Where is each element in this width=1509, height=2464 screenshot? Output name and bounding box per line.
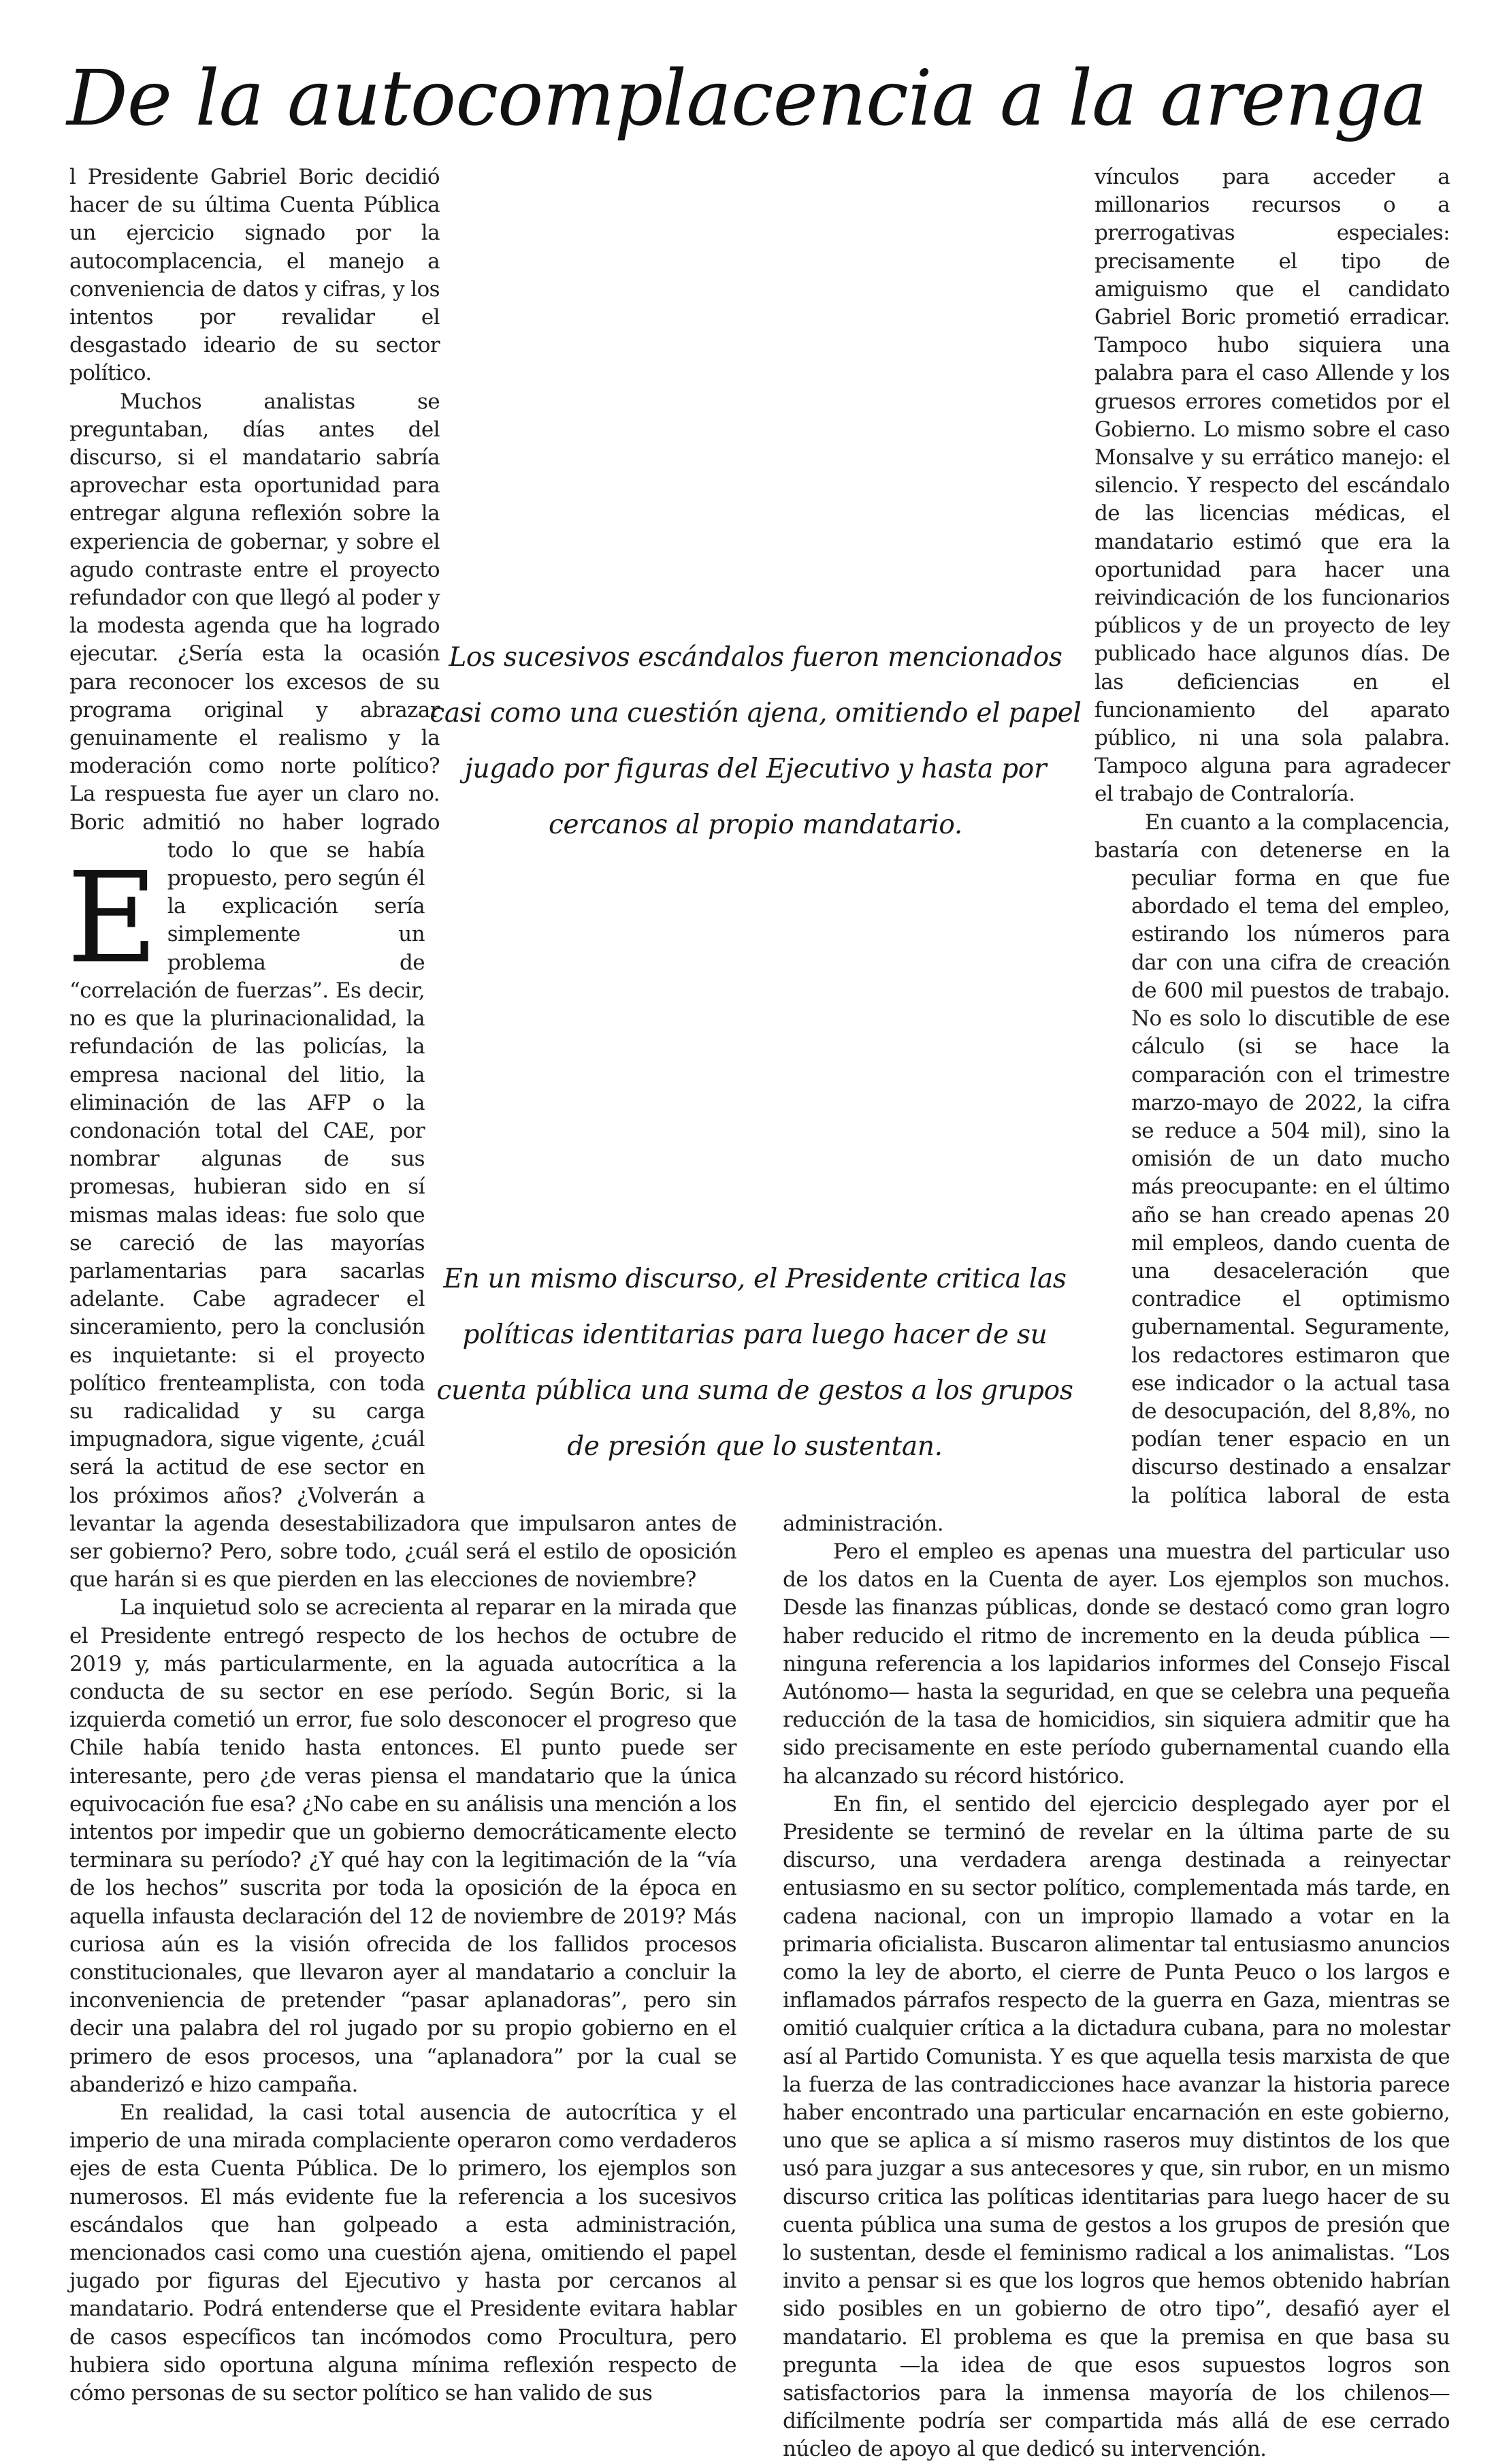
headline: De la autocomplacencia a la arenga <box>67 54 1427 143</box>
paragraph-4: En realidad, la casi total ausencia de autocrítica y el imperio de una mirada complaciente operaron como verdaderos ejes de esta Cuenta Pública. De lo primero, los ejemplos son numerosos. El más evidente fue la referencia a los sucesivos escándalos que han golpeado a esta administración, mencionados casi como una cuestión ajena, omitiendo el papel jugado por figuras del Ejecutivo y hasta por cercanos al mandatario. Podrá entenderse que el Presidente evitara hablar de casos específicos tan incómodos como Procultura, pero hubiera sido oportuna alguna mínima reflexión respecto de cómo personas de su sector político se han valido de sus <box>69 2100 736 2406</box>
paragraph-7: Pero el empleo es apenas una muestra del particular uso de los datos en la Cuenta de ayer. Los ejemplos son muchos. Desde las finanzas públicas, donde se destacó como gran logro haber reducido el ritmo de incremento en la deuda pública —ninguna referencia a los lapidarios informes del Consejo Fiscal Autónomo— hasta la seguridad, en que se celebra una pequeña reducción de la tasa de homicidios, sin siquiera admitir que ha sido precisamente en este período gubernamental cuando ella ha alcanzado su récord histórico. <box>783 1539 1450 1789</box>
pull-quote-2: En un mismo discurso, el Presidente critica las políticas identitarias para luego hacer de su cuenta pública una suma de gestos a los grupos de presión que lo sustentan. <box>436 1264 1073 1462</box>
paragraph-3: La inquietud solo se acrecienta al reparar en la mirada que el Presidente entregó respecto de los hechos de octubre de 2019 y, más particularmente, en la aguada autocrítica a la conducta de su sector en ese período. Según Boric, si la izquierda cometió un error, fue solo desconocer el progreso que Chile había tenido hasta entonces. El punto puede ser interesante, pero ¿de veras piensa el mandatario que la única equivocación fue esa? ¿No cabe en su análisis una mención a los intentos por impedir que un gobierno democráticamente electo terminara su período? ¿Y qué hay con la legitimación de la “vía de los hechos” suscrita por toda la oposición de la época en aquella infausta declaración del 12 de noviembre de 2019? Más curiosa aún es la visión ofrecida de los fallidos procesos constitucionales, que llevaron ayer al mandatario a concluir la inconveniencia de pretender “pasar aplanadoras”, pero sin decir una palabra del rol jugado por su propio gobierno en el primero de esos procesos, una “aplanadora” por la cual se abanderizó e hizo campaña. <box>69 1595 736 2097</box>
paragraph-8: En fin, el sentido del ejercicio desplegado ayer por el Presidente se terminó de revelar en la última parte de su discurso, una verdadera arenga destinada a reinyectar entusiasmo en su sector político, complementada más tarde, en cadena nacional, con un impropio llamado a votar en la primaria oficialista. Buscaron alimentar tal entusiasmo anuncios como la ley de aborto, el cierre de Punta Peuco o los largos e inflamados párrafos respecto de la guerra en Gaza, mientras se omitió cualquier crítica a la dictadura cubana, para no molestar así al Partido Comunista. Y es que aquella tesis marxista de que la fuerza de las contradicciones hace avanzar la historia parece haber encontrado una particular encarnación en este gobierno, uno que se aplica a sí mismo raseros muy distintos de los que usó para juzgar a sus antecesores y que, sin rubor, en un mismo discurso critica las políticas identitarias para luego hacer de su cuenta pública una suma de gestos a los grupos de presión que lo sustentan, desde el feminismo radical a los animalistas. “Los invito a pensar si es que los logros que hemos obtenido habrían sido posibles en un gobierno de otro tipo”, desafió ayer el mandatario. El problema es que la premisa en que basa su pregunta —la idea de que esos supuestos logros son satisfactorios para la inmensa mayoría de los chilenos— difícilmente podría ser compartida más allá de ese cerrado núcleo de apoyo al que dedicó su intervención. <box>783 1791 1450 2462</box>
drop-cap: E <box>67 846 158 991</box>
paragraph-1: E l Presidente Gabriel Boric decidió hacer de su última Cuenta Pública un ejercicio signado por la autocomplacencia, el manejo a conveniencia de datos y cifras, y los intentos por revalidar el desgastado ideario de su sector político. <box>67 165 440 991</box>
pull-quote-1: Los sucesivos escándalos fueron mencionados casi como una cuestión ajena, omitiendo el papel jugado por figuras del Ejecutivo y hasta por cercanos al propio mandatario. <box>429 642 1082 840</box>
paragraph-2: Muchos analistas se preguntaban, días antes del discurso, si el mandatario sabría aprovechar esta oportunidad para entregar alguna reflexión sobre la experiencia de gobernar, y sobre el agudo contraste entre el proyecto refundador con que llegó al poder y la modesta agenda que ha logrado ejecutar. ¿Sería esta la ocasión para reconocer los excesos de su programa original y abrazar genuinamente el realismo y la moderación como norte político? La respuesta fue ayer un claro no. Boric admitió no haber logrado todo lo que se había propuesto, pero según él la explicación sería simplemente un problema de “correlación de fuerzas”. Es decir, no es que la plurinacionalidad, la refundación de las policías, la empresa nacional del litio, la eliminación de las AFP o la condonación total del CAE, por nombrar algunas de sus promesas, hubieran sido en sí mismas malas ideas: fue solo que se careció de las mayorías parlamentarias para sacarlas adelante. Cabe agradecer el sinceramiento, pero la conclusión es inquietante: si el proyecto político frenteamplista, con toda su radicalidad y su carga impugnadora, sigue vigente, ¿cuál será la actitud de ese sector en los próximos años? ¿Volverán a levantar la agenda desestabilizadora que impulsaron antes de ser gobierno? Pero, sobre todo, ¿cuál será el estilo de oposición que harán si es que pierden en las elecciones de noviembre? <box>69 389 736 1593</box>
paragraph-5: vínculos para acceder a millonarios recursos o a prerrogativas especiales: precisamente el tipo de amiguismo que el candidato Gabriel Boric prometió erradicar. Tampoco hubo siquiera una palabra para el caso Allende y los gruesos errores cometidos por el Gobierno. Lo mismo sobre el caso Monsalve y su errático manejo: el silencio. Y respecto del escándalo de las licencias médicas, el mandatario estimó que era la oportunidad para hacer una reivindicación de los funcionarios públicos y de un proyecto de ley publicado hace algunos días. De las deficiencias en el funcionamiento del aparato público, ni una sola palabra. Tampoco alguna para agradecer el trabajo de Contraloría. <box>1094 165 1450 807</box>
paragraph-6: En cuanto a la complacencia, bastaría con detenerse en la peculiar forma en que fue abordado el tema del empleo, estirando los números para dar con una cifra de creación de 600 mil puestos de trabajo. No es solo lo discutible de ese cálculo (si se hace la comparación con el trimestre marzo-mayo de 2022, la cifra se reduce a 504 mil), sino la omisión de un dato mucho más preocupante: en el último año se han creado apenas 20 mil empleos, dando cuenta de una desaceleración que contradice el optimismo gubernamental. Seguramente, los redactores estimaron que ese indicador o la actual tasa de desocupación, del 8,8%, no podían tener espacio en un discurso destinado a ensalzar la política laboral de esta administración. <box>783 810 1450 1536</box>
